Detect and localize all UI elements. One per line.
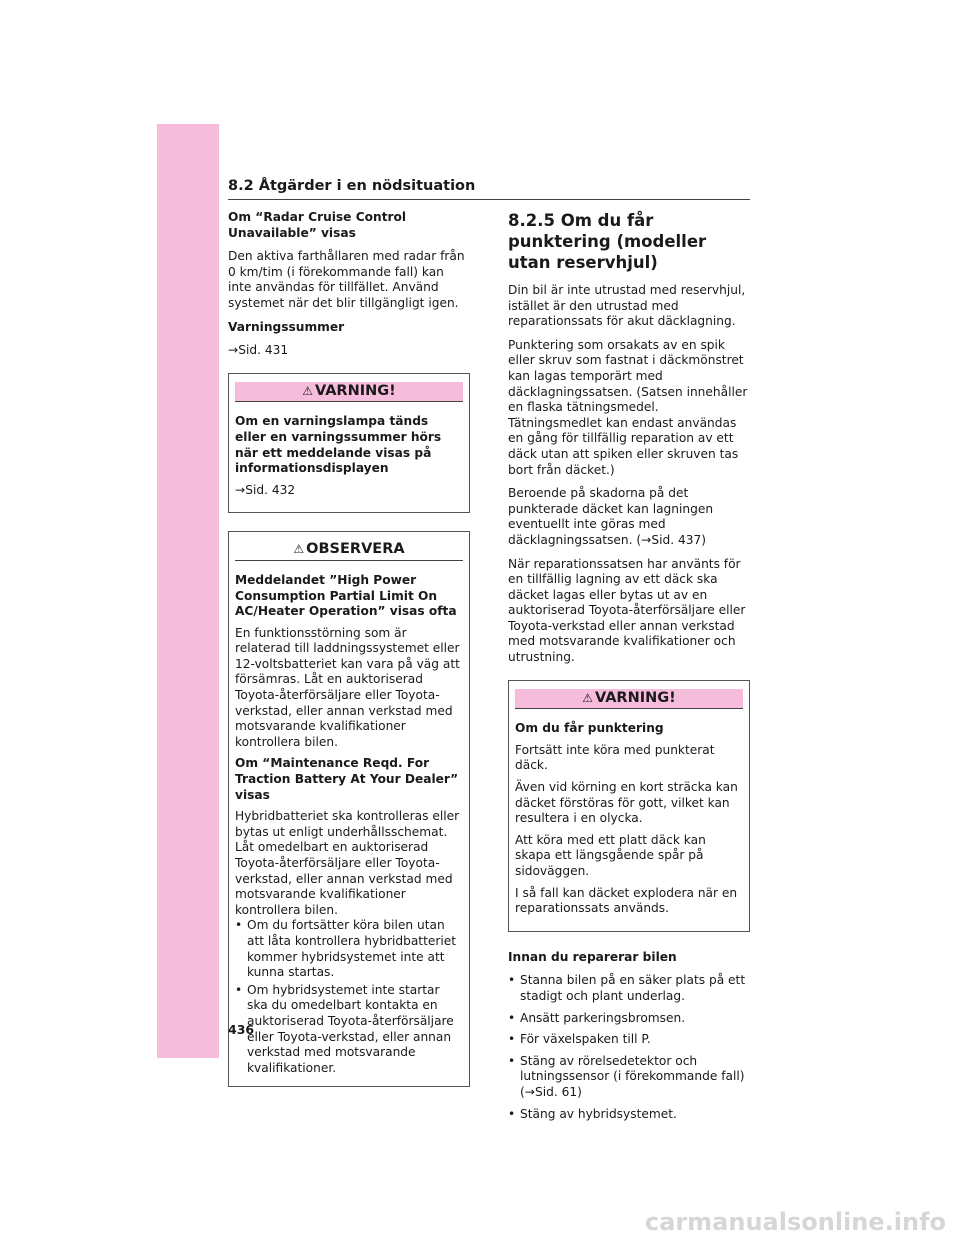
paragraph: Beroende på skadorna på det punkterade däcket kan lagningen eventuellt inte göras med däcklagningssatsen. (→Sid. 437) xyxy=(508,486,714,547)
buzzer-ref-link[interactable]: →Sid. 431 xyxy=(228,343,289,358)
section-header: 8.2 Åtgärder i en nödsituation xyxy=(228,178,750,200)
paragraph: När reparationssatsen har använts för en tillfällig lagning av ett däck ska däcket lagas eller bytas ut av en auktoriserad Toyota-återförsäljare eller Toyota-verkstad eller annan verkstad med motsvarande kvalifikationer och utrustning. xyxy=(508,556,746,665)
observe-box-title: OBSERVERA xyxy=(306,541,405,558)
list-item: • Om du fortsätter köra bilen utan att låta kontrollera hybridbatteriet kommer hybridsystemet inte att kunna startas. xyxy=(235,918,463,980)
list-item: • Stanna bilen på en säker plats på ett stadigt och plant underlag. xyxy=(508,973,750,1004)
page-number: 436 xyxy=(228,1022,255,1037)
radar-heading: Om “Radar Cruise Control Unavailable” visas xyxy=(228,210,407,240)
observe-box xyxy=(228,531,470,1087)
warning-1-ref-link[interactable]: →Sid. 432 xyxy=(235,482,296,497)
paragraph: Din bil är inte utrustad med reservhjul, istället är den utrustad med reparationssats för akut däcklagning. xyxy=(508,283,746,329)
watermark-text: carmanualsonline.info xyxy=(644,1208,946,1236)
section-title: 8.2.5 Om du får punktering (modeller utan reservhjul) xyxy=(508,211,707,272)
observe-heading-1: Meddelandet ”High Power Consumption Partial Limit On AC/Heater Operation” visas ofta xyxy=(235,572,457,619)
buzzer-heading: Varningssummer xyxy=(228,319,345,334)
list-item: • Stäng av hybridsystemet. xyxy=(508,1107,750,1123)
observe-heading-2: Om “Maintenance Reqd. For Traction Battery At Your Dealer” visas xyxy=(235,756,459,802)
observe-box-header xyxy=(235,540,463,561)
caution-icon: ⚠ xyxy=(293,542,305,557)
warning-2-heading: Om du får punktering xyxy=(515,721,664,736)
warning-box-1 xyxy=(228,373,470,514)
warning-triangle-icon: ⚠ xyxy=(582,690,593,705)
list-item: • Stäng av rörelsedetektor och lutningssensor (i förekommande fall) (→Sid. 61) xyxy=(508,1054,750,1101)
warning-box-1-header xyxy=(235,382,463,403)
observe-text-2: Hybridbatteriet ska kontrolleras eller bytas ut enligt underhållsschemat. Låt omedelbart en auktoriserad Toyota-återförsäljare eller Toyota-verkstad, eller annan verkstad med motsvarande kvalifikationer kontrollera bilen. xyxy=(235,809,460,917)
warning-1-heading: Om en varningslampa tänds eller en varningssummer hörs när ett meddelande visas på informationsdisplayen xyxy=(235,414,442,476)
warning-2-text: Att köra med ett platt däck kan skapa ett längsgående spår på sidoväggen. xyxy=(515,832,706,878)
radar-text: Den aktiva farthållaren med radar från 0 km/tim (i förekommande fall) kan inte användas för tillfället. Använd systemet när det blir tillgängligt igen. xyxy=(228,249,465,310)
before-repair-list xyxy=(508,973,750,1122)
warning-box-2 xyxy=(508,680,750,932)
before-repair-heading: Innan du reparerar bilen xyxy=(508,949,677,964)
list-item: • Ansätt parkeringsbromsen. xyxy=(508,1011,750,1027)
observe-bullet-list xyxy=(235,918,463,1076)
list-item: • För växelspaken till P. xyxy=(508,1032,750,1048)
observe-text-1: En funktionsstörning som är relaterad till laddningssystemet eller 12-voltsbatteriet kan vara på väg att försämras. Låt en auktoriserad Toyota-återförsäljare eller Toyota-verkstad, eller annan verkstad med motsvarande kvalifikationer kontrollera bilen. xyxy=(235,625,460,749)
warning-2-text: Fortsätt inte köra med punkterat däck. xyxy=(515,742,715,773)
paragraph: Punktering som orsakats av en spik eller skruv som fastnat i däckmönstret kan lagas temporärt med däcklagningssatsen. (Satsen innehåller en flaska tätningsmedel. Tätningsmedlet kan endast användas en gång för tillfällig reparation av ett däck utan att spiken eller skruven tas bort från däcket.) xyxy=(508,337,748,477)
warning-box-2-title: VARNING! xyxy=(594,689,676,706)
warning-triangle-icon: ⚠ xyxy=(302,383,313,398)
side-tab-bar xyxy=(157,124,219,1058)
warning-box-2-header xyxy=(515,689,743,710)
warning-2-text: Även vid körning en kort sträcka kan däcket förstöras för gott, vilket kan resultera i en olycka. xyxy=(515,780,738,826)
warning-2-text: I så fall kan däcket explodera när en reparationssats används. xyxy=(515,885,738,916)
right-column xyxy=(508,210,750,1128)
warning-box-1-title: VARNING! xyxy=(314,382,396,399)
left-column xyxy=(228,210,470,1105)
list-item: • Om hybridsystemet inte startar ska du omedelbart kontakta en auktoriserad Toyota-återförsäljare eller Toyota-verkstad, eller annan verkstad med motsvarande kvalifikationer. xyxy=(235,983,463,1077)
